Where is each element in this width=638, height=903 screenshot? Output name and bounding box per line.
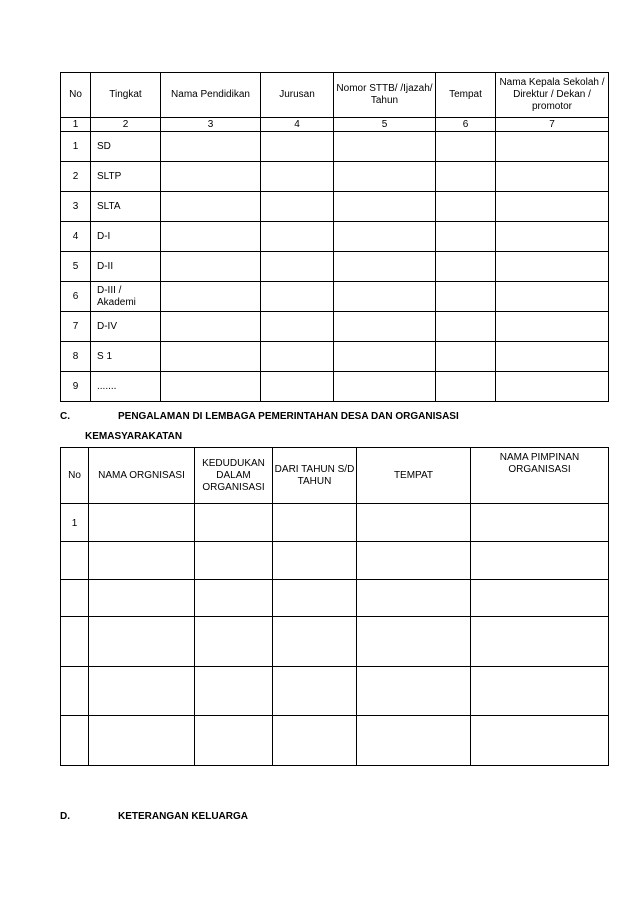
education-level: S 1 [91,342,161,372]
empty-cell[interactable] [436,162,496,192]
empty-cell[interactable] [273,667,357,716]
education-level: SLTA [91,192,161,222]
empty-cell[interactable] [334,312,436,342]
empty-cell[interactable] [89,542,195,580]
empty-cell[interactable] [195,504,273,542]
row-number [61,716,89,766]
column-number: 6 [436,118,496,132]
empty-cell[interactable] [436,252,496,282]
empty-cell[interactable] [273,716,357,766]
table-row [61,312,609,342]
empty-cell[interactable] [161,372,261,402]
empty-cell[interactable] [273,580,357,617]
row-number: 6 [61,282,91,312]
empty-cell[interactable] [195,667,273,716]
empty-cell[interactable] [273,504,357,542]
header-leader-name: NAMA PIMPINAN ORGANISASI [471,448,609,504]
empty-cell[interactable] [496,132,609,162]
empty-cell[interactable] [261,132,334,162]
section-c-title-line2: KEMASYARAKATAN [85,431,183,442]
empty-cell[interactable] [436,372,496,402]
header-no: No [61,448,89,504]
empty-cell[interactable] [436,132,496,162]
empty-cell[interactable] [496,192,609,222]
column-number-row [61,118,609,132]
table-row [61,617,609,667]
empty-cell[interactable] [496,222,609,252]
header-principal: Nama Kepala Sekolah / Direktur / Dekan / promotor [496,73,609,118]
table-row [61,132,609,162]
empty-cell[interactable] [161,162,261,192]
education-level: SLTP [91,162,161,192]
empty-cell[interactable] [334,222,436,252]
empty-cell[interactable] [334,282,436,312]
empty-cell[interactable] [496,342,609,372]
empty-cell[interactable] [334,192,436,222]
empty-cell[interactable] [334,342,436,372]
empty-cell[interactable] [195,617,273,667]
table-row [61,542,609,580]
row-number [61,617,89,667]
empty-cell[interactable] [195,542,273,580]
education-level: D-I [91,222,161,252]
education-level: ....... [91,372,161,402]
empty-cell[interactable] [261,222,334,252]
row-number: 4 [61,222,91,252]
education-table [60,72,609,402]
empty-cell[interactable] [261,282,334,312]
table-row [61,580,609,617]
row-number: 8 [61,342,91,372]
empty-cell[interactable] [496,372,609,402]
empty-cell[interactable] [471,542,609,580]
table-row [61,192,609,222]
header-organization-name: NAMA ORGNISASI [89,448,195,504]
empty-cell[interactable] [161,282,261,312]
education-level: D-IV [91,312,161,342]
table-row [61,222,609,252]
empty-cell[interactable] [89,667,195,716]
row-number [61,542,89,580]
empty-cell[interactable] [334,162,436,192]
section-c-letter: C. [60,411,70,422]
education-level: D-II [91,252,161,282]
empty-cell[interactable] [89,504,195,542]
empty-cell[interactable] [471,667,609,716]
column-number: 1 [61,118,91,132]
table-row [61,667,609,716]
empty-cell[interactable] [161,252,261,282]
empty-cell[interactable] [471,716,609,766]
organization-header-row [61,448,609,504]
empty-cell[interactable] [471,504,609,542]
empty-cell[interactable] [334,372,436,402]
empty-cell[interactable] [261,252,334,282]
table-row [61,342,609,372]
row-number: 7 [61,312,91,342]
column-number: 3 [161,118,261,132]
empty-cell[interactable] [436,222,496,252]
table-row [61,504,609,542]
empty-cell[interactable] [89,617,195,667]
row-number [61,580,89,617]
empty-cell[interactable] [496,252,609,282]
empty-cell[interactable] [357,667,471,716]
empty-cell[interactable] [273,542,357,580]
column-number: 7 [496,118,609,132]
empty-cell[interactable] [357,716,471,766]
organization-table [60,447,609,766]
empty-cell[interactable] [161,132,261,162]
empty-cell[interactable] [261,162,334,192]
header-place: Tempat [436,73,496,118]
empty-cell[interactable] [357,542,471,580]
empty-cell[interactable] [195,716,273,766]
header-period: DARI TAHUN S/D TAHUN [273,448,357,504]
row-number: 3 [61,192,91,222]
table-row [61,162,609,192]
empty-cell[interactable] [496,162,609,192]
empty-cell[interactable] [261,192,334,222]
empty-cell[interactable] [436,282,496,312]
empty-cell[interactable] [471,580,609,617]
empty-cell[interactable] [261,312,334,342]
empty-cell[interactable] [261,342,334,372]
empty-cell[interactable] [195,580,273,617]
empty-cell[interactable] [357,617,471,667]
table-row [61,282,609,312]
section-c-title-line1: PENGALAMAN DI LEMBAGA PEMERINTAHAN DESA DAN ORGANISASI [118,411,459,422]
table-row [61,372,609,402]
header-position: KEDUDUKAN DALAM ORGANISASI [195,448,273,504]
empty-cell[interactable] [496,312,609,342]
empty-cell[interactable] [161,312,261,342]
row-number: 1 [61,132,91,162]
empty-cell[interactable] [89,716,195,766]
empty-cell[interactable] [161,342,261,372]
row-number: 2 [61,162,91,192]
header-no: No [61,73,91,118]
column-number: 2 [91,118,161,132]
empty-cell[interactable] [161,192,261,222]
column-number: 5 [334,118,436,132]
header-level: Tingkat [91,73,161,118]
education-header-row [61,73,609,118]
empty-cell[interactable] [357,580,471,617]
empty-cell[interactable] [273,617,357,667]
column-number: 4 [261,118,334,132]
section-d-letter: D. [60,811,70,822]
table-row [61,716,609,766]
education-level: SD [91,132,161,162]
table-row [61,252,609,282]
empty-cell[interactable] [357,504,471,542]
header-school-name: Nama Pendidikan [161,73,261,118]
empty-cell[interactable] [436,312,496,342]
row-number: 1 [61,504,89,542]
empty-cell[interactable] [471,617,609,667]
empty-cell[interactable] [334,252,436,282]
section-d-title: KETERANGAN KELUARGA [118,811,248,822]
empty-cell[interactable] [436,342,496,372]
empty-cell[interactable] [334,132,436,162]
empty-cell[interactable] [161,222,261,252]
row-number [61,667,89,716]
header-place: TEMPAT [357,448,471,504]
empty-cell[interactable] [261,372,334,402]
header-major: Jurusan [261,73,334,118]
header-certificate: Nomor STTB/ /Ijazah/ Tahun [334,73,436,118]
empty-cell[interactable] [89,580,195,617]
education-level: D-III / Akademi [91,282,161,312]
row-number: 9 [61,372,91,402]
row-number: 5 [61,252,91,282]
empty-cell[interactable] [436,192,496,222]
empty-cell[interactable] [496,282,609,312]
